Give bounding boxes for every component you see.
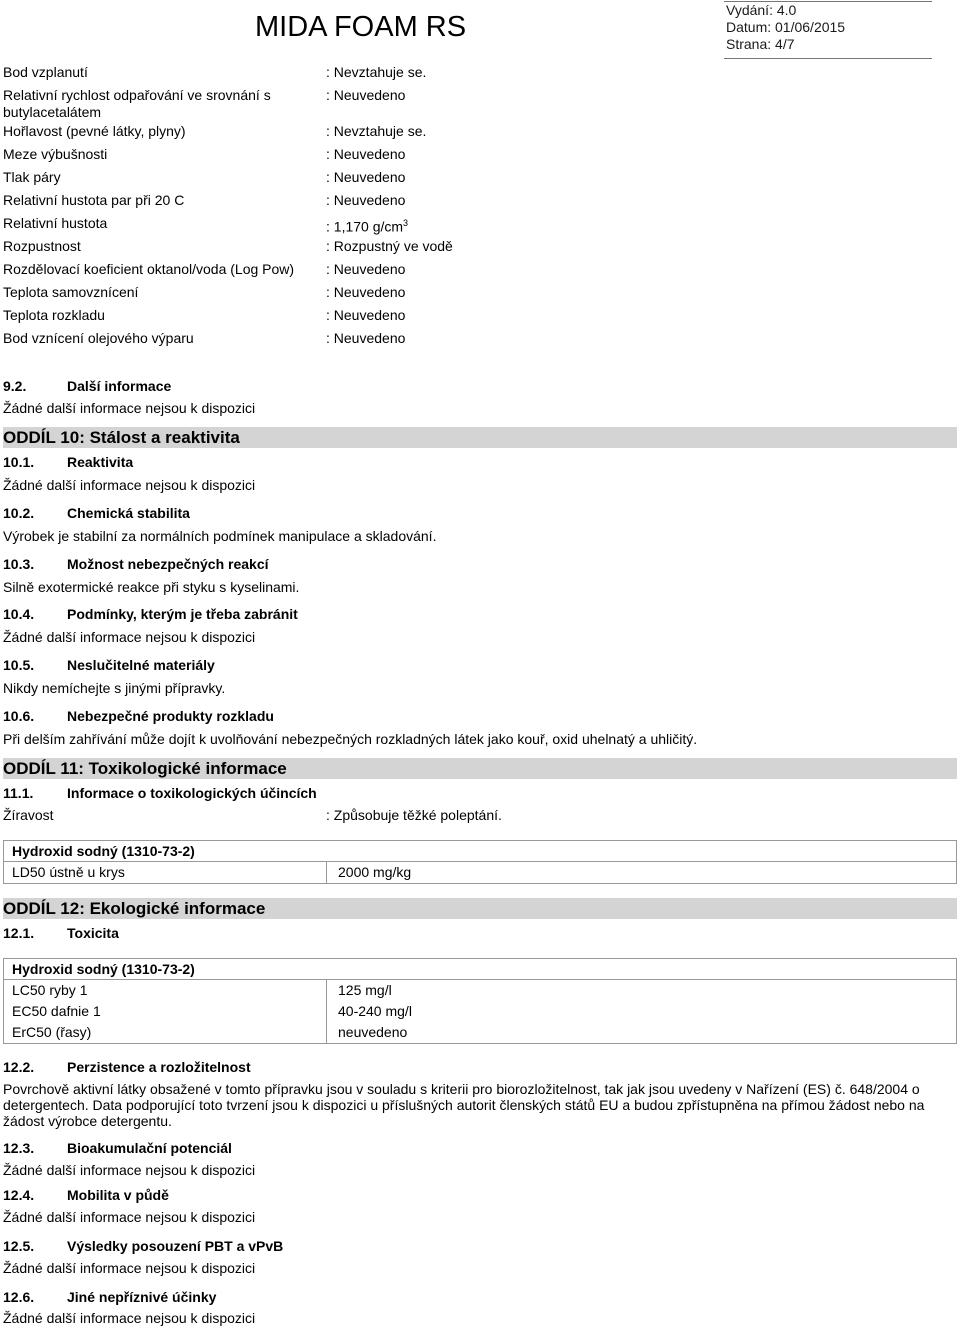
property-label: Bod vznícení olejového výparu	[3, 330, 194, 346]
subsection-title: Výsledky posouzení PBT a vPvB	[67, 1238, 284, 1254]
properties-list	[3, 62, 703, 351]
subsection-number: 12.6.	[3, 1289, 35, 1305]
table-cell-value: 2000 mg/kg	[338, 864, 412, 880]
property-row	[3, 259, 703, 282]
issue-number: Vydání: 4.0	[726, 2, 797, 18]
property-value: : Neuvedeno	[326, 284, 406, 300]
property-label: Meze výbušnosti	[3, 146, 108, 162]
property-label: Hořlavost (pevné látky, plyny)	[3, 123, 186, 139]
table-row	[4, 862, 956, 883]
subsection-text: Žádné další informace nejsou k dispozici	[3, 1162, 256, 1178]
property-row	[3, 282, 703, 305]
table-header: Hydroxid sodný (1310-73-2)	[4, 959, 956, 980]
subsection-text: Žádné další informace nejsou k dispozici	[3, 477, 256, 493]
subsection-heading	[3, 1058, 251, 1076]
property-row	[3, 305, 703, 328]
property-row	[3, 213, 703, 236]
subsection-title: Neslučitelné materiály	[67, 657, 215, 673]
property-label: Rozpustnost	[3, 238, 81, 254]
property-value: : Neuvedeno	[326, 146, 406, 162]
subsection-number: 11.1.	[3, 785, 34, 801]
subsection-number: 10.4.	[3, 606, 35, 622]
subsection-number: 10.1.	[3, 454, 35, 470]
property-label: Bod vzplanutí	[3, 64, 88, 80]
subsection-title: Nebezpečné produkty rozkladu	[67, 708, 274, 724]
subsection-text: Žádné další informace nejsou k dispozici	[3, 1310, 256, 1326]
property-value: : Neuvedeno	[326, 261, 406, 277]
subsection-number: 12.4.	[3, 1187, 35, 1203]
subsection-text: Žádné další informace nejsou k dispozici	[3, 1209, 256, 1225]
property-label: Teplota samovznícení	[3, 284, 139, 300]
property-value: : Neuvedeno	[326, 307, 406, 323]
property-value: : Nevztahuje se.	[326, 123, 427, 139]
table-cell-key: LC50 ryby 1	[12, 982, 88, 998]
subsection-heading	[3, 784, 317, 802]
subsection-title: Reaktivita	[67, 454, 134, 470]
subsection-title: Toxicita	[67, 925, 119, 941]
subsection-heading	[3, 555, 269, 573]
property-row	[3, 85, 703, 121]
subsection-heading	[3, 1237, 283, 1255]
document-title: MIDA FOAM RS	[255, 11, 467, 43]
table-row	[4, 1001, 956, 1022]
subsection-heading	[3, 377, 171, 395]
table-cell-value: neuvedeno	[338, 1024, 408, 1040]
table-cell-value: 40-240 mg/l	[338, 1003, 412, 1019]
property-value	[326, 215, 408, 236]
subsection-number: 12.1.	[3, 925, 35, 941]
subsection-paragraph: Povrchově aktivní látky obsažené v tomto přípravku jsou v souladu s kriterii pro biorozložitelnost, tak jak jsou uvedeny v Nařízení (ES) č. 648/2004 o detergentech. Data podporující toto tvrzení jsou k dispozici u příslušných autorit členských států EU a budou zpřístupněna na přímou žádost nebo na žádost výrobce detergentu.	[3, 1081, 925, 1129]
subsection-text: Výrobek je stabilní za normálních podmínek manipulace a skladování.	[3, 528, 437, 544]
column-divider	[326, 862, 327, 883]
table-header: Hydroxid sodný (1310-73-2)	[4, 841, 956, 862]
subsection-text: Žádné další informace nejsou k dispozici	[3, 1260, 256, 1276]
subsection-title: Informace o toxikologických účincích	[67, 785, 317, 801]
subsection-number: 12.2.	[3, 1059, 35, 1075]
table-row	[4, 1022, 956, 1043]
subsection-number: 9.2.	[3, 378, 27, 394]
subsection-text: Nikdy nemíchejte s jinými přípravky.	[3, 680, 226, 696]
property-label: Relativní rychlost odpařování ve srovnání s butylacetalátem	[3, 87, 271, 120]
subsection-heading	[3, 924, 119, 942]
section-title: ODDÍL 11: Toxikologické informace	[3, 759, 287, 778]
section-title: ODDÍL 12: Ekologické informace	[3, 899, 266, 918]
header-rule-bottom	[724, 58, 932, 59]
superscript: 3	[403, 218, 409, 228]
table-row	[4, 980, 956, 1001]
subsection-text: Žádné další informace nejsou k dispozici	[3, 629, 256, 645]
ecotoxicity-table	[3, 958, 957, 1044]
property-label: Relativní hustota par při 20 C	[3, 192, 185, 208]
subsection-text: Při delším zahřívání může dojít k uvolňování nebezpečných rozkladných látek jako kouř, oxid uhelnatý a uhličitý.	[3, 731, 698, 747]
page-number: Strana: 4/7	[726, 36, 795, 52]
property-value: : Neuvedeno	[326, 330, 406, 346]
subsection-number: 12.3.	[3, 1140, 35, 1156]
property-label: Teplota rozkladu	[3, 307, 105, 323]
property-label: Relativní hustota	[3, 215, 108, 231]
property-row	[3, 144, 703, 167]
subsection-number: 12.5.	[3, 1238, 35, 1254]
subsection-title: Chemická stabilita	[67, 505, 190, 521]
property-row	[3, 121, 703, 144]
table-cell-key: LD50 ústně u krys	[12, 864, 125, 880]
subsection-title: Mobilita v půdě	[67, 1187, 169, 1203]
subsection-heading	[3, 453, 133, 471]
table-body	[4, 980, 956, 1043]
subsection-text: Žádné další informace nejsou k dispozici	[3, 400, 256, 416]
issue-date: Datum: 01/06/2015	[726, 19, 846, 35]
subsection-title: Podmínky, kterým je třeba zabránit	[67, 606, 298, 622]
subsection-number: 10.3.	[3, 556, 35, 572]
subsection-heading	[3, 1139, 232, 1157]
section-heading	[3, 427, 957, 448]
property-row	[3, 328, 703, 351]
property-value: : Rozpustný ve vodě	[326, 238, 453, 254]
property-value: : Neuvedeno	[326, 87, 406, 103]
property-value: : Nevztahuje se.	[326, 64, 427, 80]
property-row	[3, 62, 703, 85]
subsection-title: Možnost nebezpečných reakcí	[67, 556, 269, 572]
subsection-heading	[3, 1186, 169, 1204]
table-cell-key: EC50 dafnie 1	[12, 1003, 101, 1019]
subsection-title: Bioakumulační potenciál	[67, 1140, 232, 1156]
subsection-number: 10.2.	[3, 505, 35, 521]
table-cell-value: 125 mg/l	[338, 982, 392, 998]
corrosivity-label: Žíravost	[3, 807, 54, 823]
property-value: : Neuvedeno	[326, 192, 406, 208]
subsection-heading	[3, 707, 274, 725]
subsection-heading	[3, 1288, 216, 1306]
subsection-number: 10.6.	[3, 708, 35, 724]
subsection-title: Perzistence a rozložitelnost	[67, 1059, 251, 1075]
section-heading	[3, 758, 957, 779]
corrosivity-value: : Způsobuje těžké poleptání.	[326, 807, 502, 823]
subsection-text: Silně exotermické reakce při styku s kyselinami.	[3, 579, 300, 595]
property-row	[3, 236, 703, 259]
table-cell-key: ErC50 (řasy)	[12, 1024, 92, 1040]
subsection-number: 10.5.	[3, 657, 35, 673]
property-row	[3, 167, 703, 190]
property-row	[3, 190, 703, 213]
section-heading	[3, 898, 957, 919]
property-label: Rozdělovací koeficient oktanol/voda (Log Pow)	[3, 261, 295, 277]
subsection-heading	[3, 504, 190, 522]
section-title: ODDÍL 10: Stálost a reaktivita	[3, 428, 240, 447]
subsection-heading	[3, 605, 298, 623]
subsection-title: Další informace	[67, 378, 172, 394]
property-label: Tlak páry	[3, 169, 61, 185]
subsection-heading	[3, 656, 215, 674]
property-value: : Neuvedeno	[326, 169, 406, 185]
property-value-text: : 1,170 g/cm	[326, 218, 404, 235]
header-meta	[726, 2, 845, 53]
toxicology-table	[3, 840, 957, 884]
subsection-title: Jiné nepříznivé účinky	[67, 1289, 217, 1305]
